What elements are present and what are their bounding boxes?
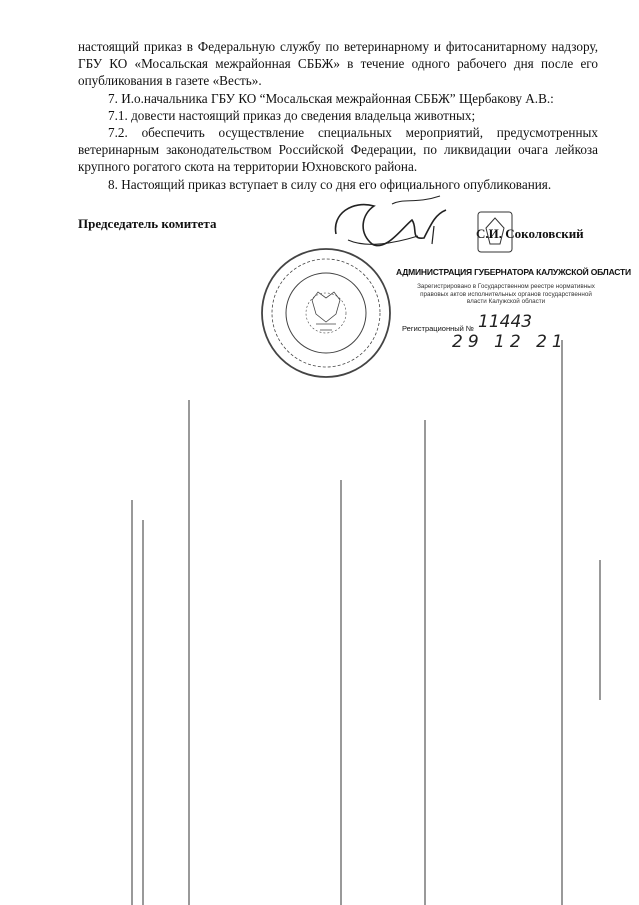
paragraph-item-7-1: 7.1. довести настоящий приказ до сведения владельца животных; — [108, 107, 476, 123]
stamp-registration-date: 29 12 21 — [452, 332, 568, 352]
coat-of-arms-icon — [478, 212, 512, 252]
registration-stamp — [396, 267, 631, 352]
stamp-registration-label: Регистрационный № — [402, 324, 474, 333]
paragraph-item-7-2: 7.2. обеспечить осуществление специальных мероприятий, предусмотренных ветеринарным законодательством Российской Федерации, по ликвидации очага лейкоза крупного рогатого скота на территории Юхновского района. — [78, 125, 598, 175]
stamp-organization: АДМИНИСТРАЦИЯ ГУБЕРНАТОРА КАЛУЖСКОЙ ОБЛАСТИ — [396, 267, 631, 277]
stamp-registration-number: 11443 — [478, 312, 533, 332]
paragraph-item-7: 7. И.о.начальника ГБУ КО “Мосальская межрайонная СББЖ” Щербакову А.В.: — [108, 90, 554, 106]
paragraph-continuation: настоящий приказ в Федеральную службу по ветеринарному и фитосанитарному надзору, ГБУ КО «Мосальская межрайонная СББЖ» в течение одного рабочего дня после его опубликования в газете «Весть». — [78, 39, 598, 89]
chairman-label: Председатель комитета — [78, 216, 217, 231]
stamp-registration-note: Зарегистрировано в Государственном реестре нормативных правовых актов исполнительных органов государственной власти Калужской области — [417, 283, 595, 306]
signer-name: С.И. Соколовский — [476, 226, 584, 241]
scan-artifact-lines — [132, 332, 600, 905]
round-seal — [262, 249, 390, 377]
paragraph-item-8: 8. Настоящий приказ вступает в силу со дня его официального опубликования. — [108, 176, 552, 192]
handwritten-signature — [335, 196, 446, 246]
